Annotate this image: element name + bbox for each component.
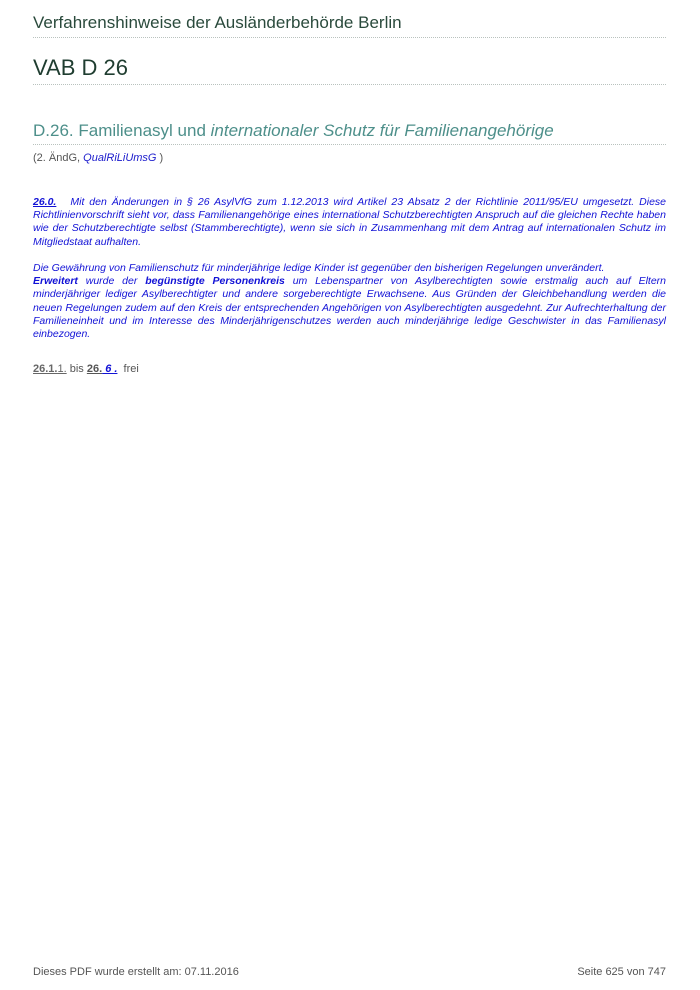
frei-label: frei — [117, 363, 139, 375]
amendment-open: (2. ÄndG, — [33, 152, 84, 164]
paragraph-text: um Lebenspartner von Asylberechtigten sowie erstmalig auch auf Eltern minderjähriger lediger Asylberechtigter und andere sorgeberechtigte Erwachsene. Aus Gründen der Gleichbehandlung werden die neuen Regelungen zudem auf den Kreis der entsprechenden Angehörigen von Asylberechtigten ausgedehnt. Zur Aufrechterhaltung der Familieneinheit und im Interesse des Minderjährigenschutzes werden auch minderjährige ledige Geschwister in das Familienasyl einbezogen. — [33, 275, 666, 341]
frei-line — [33, 362, 666, 376]
ref-link-26[interactable]: 26. — [86, 363, 103, 375]
footer-created-date: Dieses PDF wurde erstellt am: 07.11.2016 — [33, 966, 239, 978]
frei-between: bis — [66, 363, 87, 375]
section-heading — [33, 121, 666, 141]
ref-link-6[interactable]: 6 . — [102, 363, 118, 375]
paragraph-line: Die Gewährung von Familienschutz für minderjährige ledige Kinder ist gegenüber den bisherigen Regelungen unverändert. — [33, 262, 605, 274]
paragraph-text: Mit den Änderungen in § 26 AsylVfG zum 1.12.2013 wird Artikel 23 Absatz 2 der Richtlinie 2011/95/EU umgesetzt. Diese Richtlinienvorschrift sieht vor, dass Familienangehörige eines international Schutzberechtigten Anspruch auf die gleichen Rechte haben wie der Schutzberechtigte selbst (Stammberechtigte), wenn sie sich in Zusammenhang mit dem Antrag auf internationalen Schutz im Mitgliedstaat aufhalten. — [33, 196, 666, 248]
header-divider — [33, 37, 666, 38]
section-divider — [33, 144, 666, 145]
paragraph-text: wurde der — [77, 275, 146, 288]
doc-title: VAB D 26 — [33, 55, 128, 80]
section-heading-italic: internationaler Schutz für Familienangehörige — [210, 121, 554, 140]
paragraph-number-link[interactable]: 26.0. — [33, 196, 57, 208]
ref-link-26-1-rest: 1. — [57, 363, 67, 375]
paragraph-familienschutz — [33, 262, 666, 341]
amendment-note — [33, 151, 666, 165]
site-title: Verfahrenshinweise der Ausländerbehörde Berlin — [33, 13, 402, 32]
title-divider — [33, 84, 666, 85]
emphasis-erweitert: Erweitert — [33, 275, 78, 288]
ref-link-26-1-bold: 26.1. — [33, 363, 58, 375]
emphasis-personenkreis: begünstigte Personenkreis — [145, 275, 285, 288]
amendment-link[interactable]: QualRiLiUmsG — [83, 152, 157, 164]
ref-link-26-1-1[interactable] — [33, 363, 67, 375]
amendment-close: ) — [156, 152, 164, 164]
section-heading-prefix: D.26. Familienasyl und — [33, 121, 211, 140]
paragraph-26-0 — [33, 196, 666, 249]
footer-page-number: Seite 625 von 747 — [577, 966, 666, 978]
